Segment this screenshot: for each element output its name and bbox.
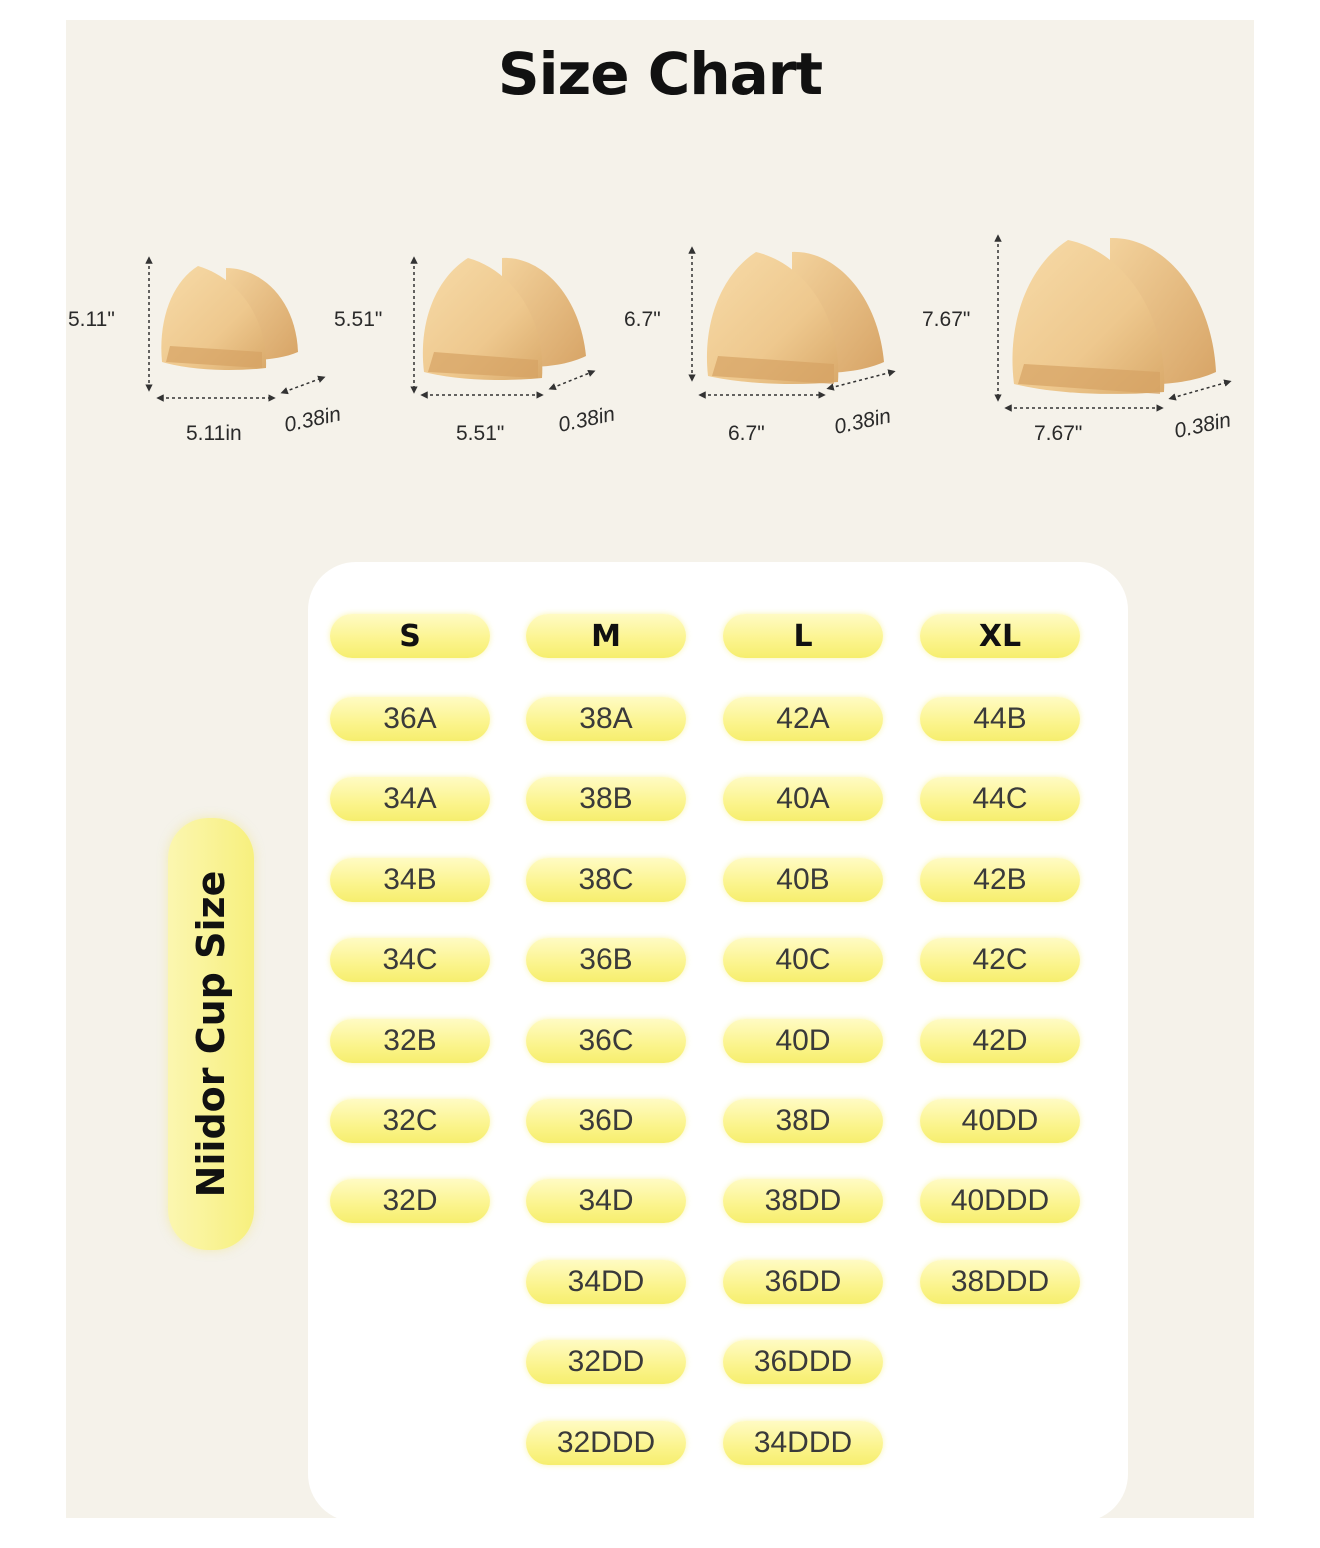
side-label: Niidor Cup Size — [189, 870, 233, 1198]
size-cell: 36C — [526, 1019, 686, 1063]
cup-height-label: 5.11" — [68, 308, 115, 331]
size-cell: 36DD — [723, 1260, 883, 1304]
size-cell: 40B — [723, 858, 883, 902]
cup-depth-label: 0.38in — [556, 402, 618, 437]
size-cell: 42B — [920, 858, 1080, 902]
size-cell: 40D — [723, 1019, 883, 1063]
column-header: M — [526, 614, 686, 658]
size-cell: 38D — [723, 1099, 883, 1143]
page-title: Size Chart — [497, 40, 823, 108]
size-cell: 38DDD — [920, 1260, 1080, 1304]
size-cell: 40DDD — [920, 1179, 1080, 1223]
size-cell: 36A — [330, 697, 490, 741]
size-cell: 36D — [526, 1099, 686, 1143]
cup-height-label: 6.7" — [624, 308, 661, 331]
cup-depth-label: 0.38in — [1172, 408, 1234, 443]
size-cell: 40DD — [920, 1099, 1080, 1143]
size-cell: 32D — [330, 1179, 490, 1223]
cup-large — [624, 250, 893, 445]
cup-depth-label: 0.38in — [282, 402, 344, 437]
cup-extra-large — [922, 238, 1233, 445]
size-cell: 34B — [330, 858, 490, 902]
side-label-tab — [168, 818, 254, 1250]
size-cell: 42A — [723, 697, 883, 741]
size-cell: 34C — [330, 938, 490, 982]
size-cell: 32B — [330, 1019, 490, 1063]
column-header: XL — [920, 614, 1080, 658]
size-cell: 34D — [526, 1179, 686, 1223]
size-cell: 36DDD — [723, 1340, 883, 1384]
size-cell: 40C — [723, 938, 883, 982]
column-header: S — [330, 614, 490, 658]
size-cell: 42D — [920, 1019, 1080, 1063]
cup-width-label: 6.7" — [728, 422, 765, 445]
cup-medium — [334, 258, 617, 445]
cup-height-label: 7.67" — [922, 308, 971, 331]
cup-width-label: 5.51" — [456, 422, 505, 445]
size-cell: 34DDD — [723, 1421, 883, 1465]
size-cell: 40A — [723, 777, 883, 821]
size-cell: 42C — [920, 938, 1080, 982]
size-cell: 44B — [920, 697, 1080, 741]
column-header: L — [723, 614, 883, 658]
cup-height-label: 5.51" — [334, 308, 383, 331]
size-cell: 32DDD — [526, 1421, 686, 1465]
cup-width-label: 7.67" — [1034, 422, 1083, 445]
size-cell: 44C — [920, 777, 1080, 821]
size-cell: 38C — [526, 858, 686, 902]
size-cell: 34DD — [526, 1260, 686, 1304]
cup-small — [68, 260, 343, 445]
size-cell: 38DD — [723, 1179, 883, 1223]
size-cell: 38A — [526, 697, 686, 741]
cup-width-label: 5.11in — [186, 422, 242, 445]
size-cell: 32C — [330, 1099, 490, 1143]
size-cell: 38B — [526, 777, 686, 821]
size-cell: 32DD — [526, 1340, 686, 1384]
size-cell: 36B — [526, 938, 686, 982]
cup-depth-label: 0.38in — [832, 404, 894, 439]
size-cell: 34A — [330, 777, 490, 821]
cup-illustrations — [0, 0, 1320, 480]
